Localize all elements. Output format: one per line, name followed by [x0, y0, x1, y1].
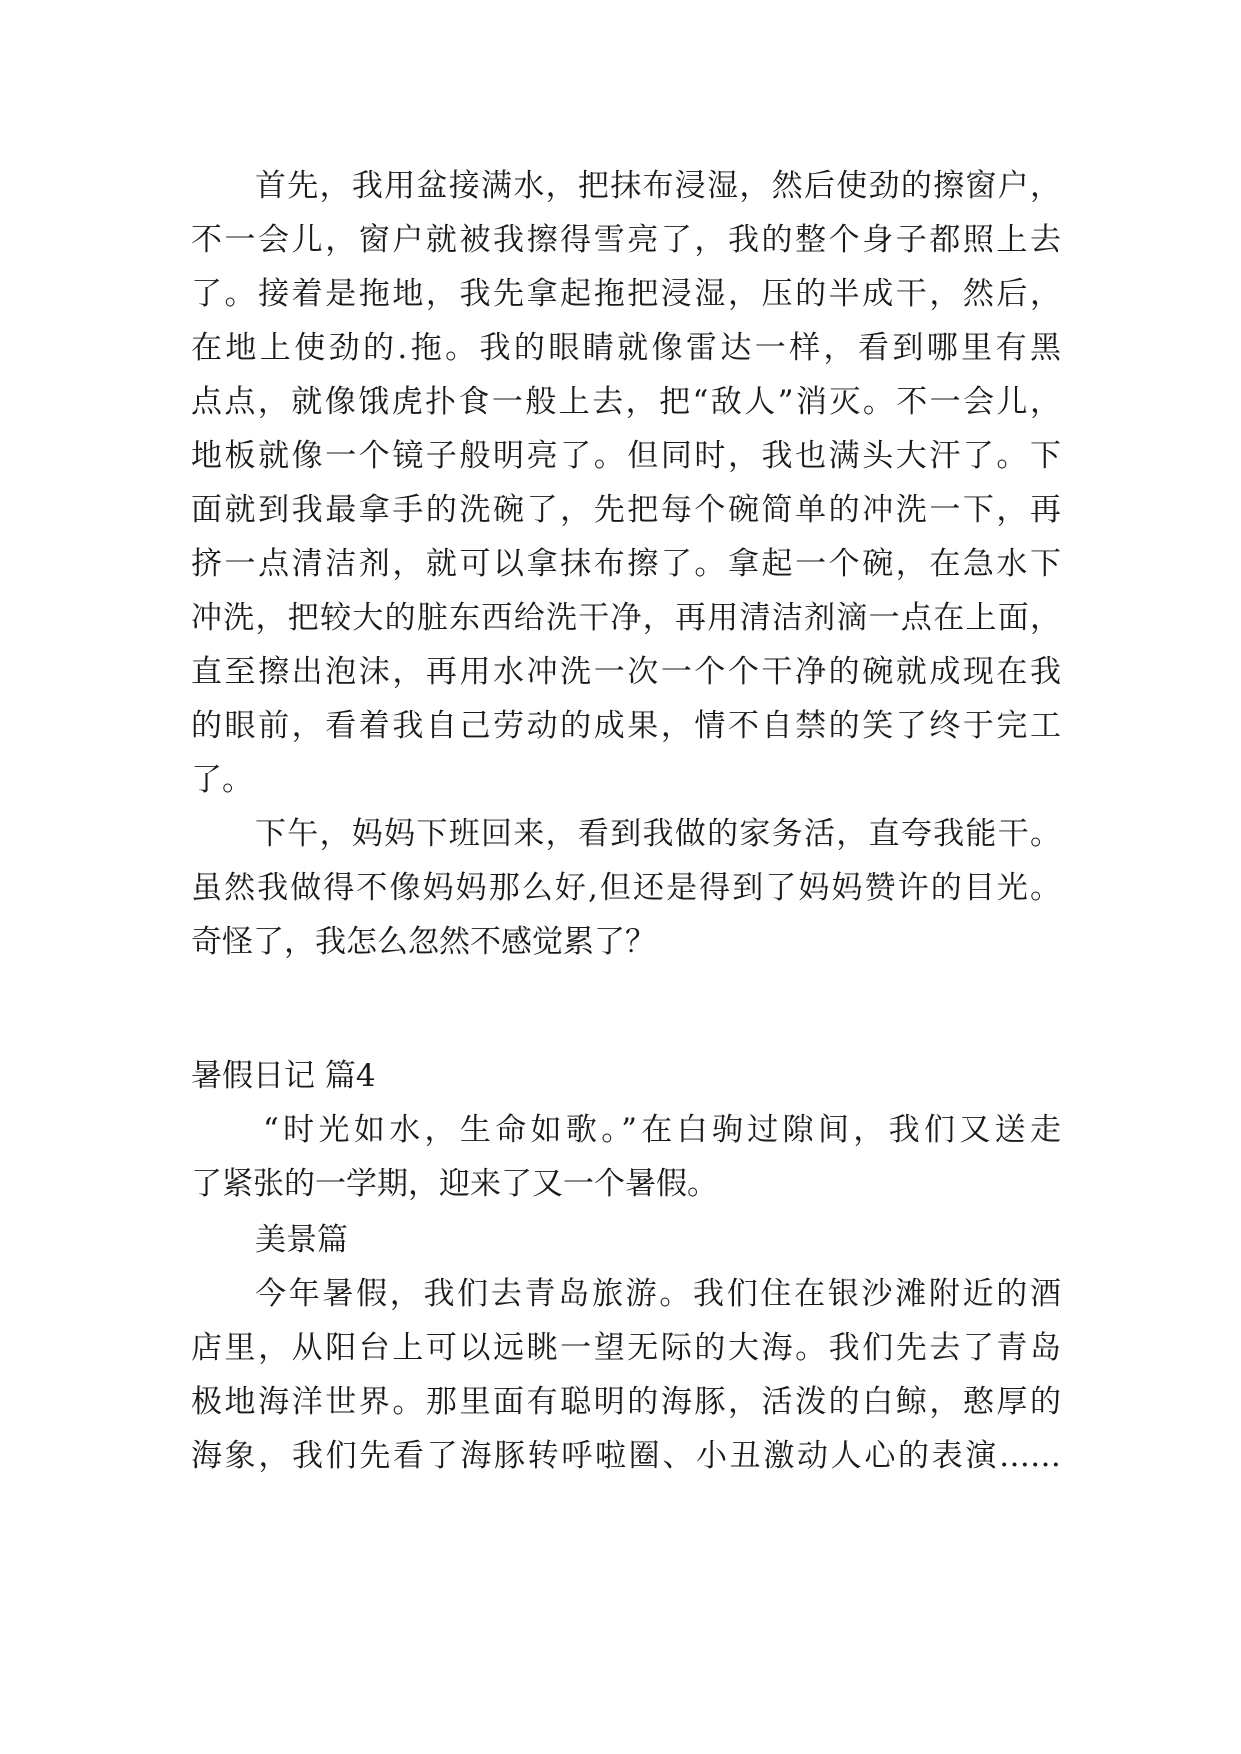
paragraph-1-line-10: 直至擦出泡沫，再用水冲洗一次一个个干净的碗就成现在我: [191, 654, 1061, 690]
paragraph-2-line-2: 虽然我做得不像妈妈那么好,但还是得到了妈妈赞许的目光。: [191, 870, 1061, 906]
paragraph-3-line-2: 了紧张的一学期，迎来了又一个暑假。: [191, 1166, 718, 1202]
paragraph-4-line-3: 极地海洋世界。那里面有聪明的海豚，活泼的白鲸，憨厚的: [191, 1384, 1061, 1420]
paragraph-1-line-5: 点点，就像饿虎扑食一般上去，把“敌人”消灭。不一会儿，: [191, 384, 1061, 420]
paragraph-1-line-11: 的眼前，看着我自己劳动的成果，情不自禁的笑了终于完工: [191, 708, 1061, 744]
paragraph-2-line-1: 下午，妈妈下班回来，看到我做的家务活，直夸我能干。: [255, 816, 1061, 852]
paragraph-1-line-9: 冲洗，把较大的脏东西给洗干净，再用清洁剂滴一点在上面，: [191, 600, 1061, 636]
paragraph-1-line-3: 了。接着是拖地，我先拿起拖把浸湿，压的半成干，然后，: [191, 276, 1061, 312]
paragraph-3-line-1: “时光如水，生命如歌。”在白驹过隙间，我们又送走: [263, 1112, 1061, 1148]
paragraph-1-line-12: 了。: [191, 762, 253, 798]
paragraph-4-line-1: 今年暑假，我们去青岛旅游。我们住在银沙滩附近的酒: [255, 1276, 1061, 1312]
subheading: 美景篇: [255, 1222, 348, 1258]
paragraph-4-line-2: 店里，从阳台上可以远眺一望无际的大海。我们先去了青岛: [191, 1330, 1061, 1366]
paragraph-1-line-6: 地板就像一个镜子般明亮了。但同时，我也满头大汗了。下: [191, 438, 1061, 474]
paragraph-1-line-4: 在地上使劲的.拖。我的眼睛就像雷达一样，看到哪里有黑: [191, 330, 1061, 366]
paragraph-1-line-1: 首先，我用盆接满水，把抹布浸湿，然后使劲的擦窗户，: [255, 168, 1061, 204]
paragraph-2-line-3: 奇怪了，我怎么忽然不感觉累了？: [191, 924, 656, 960]
paragraph-1-line-8: 挤一点清洁剂，就可以拿抹布擦了。拿起一个碗，在急水下: [191, 546, 1061, 582]
paragraph-1-line-7: 面就到我最拿手的洗碗了，先把每个碗简单的冲洗一下，再: [191, 492, 1061, 528]
paragraph-4-line-4: 海象，我们先看了海豚转呼啦圈、小丑激动人心的表演……: [191, 1438, 1061, 1474]
section-heading: 暑假日记 篇4: [191, 1058, 376, 1094]
paragraph-1-line-2: 不一会儿，窗户就被我擦得雪亮了，我的整个身子都照上去: [191, 222, 1061, 258]
